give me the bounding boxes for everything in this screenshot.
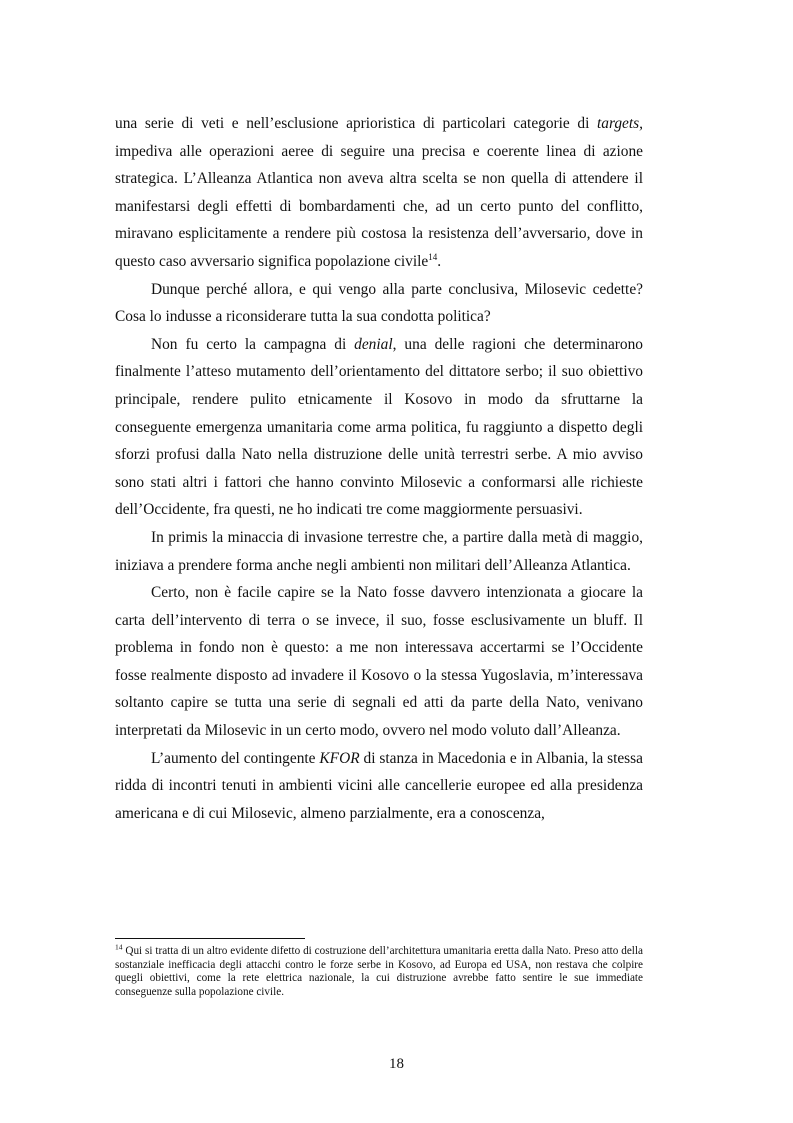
paragraph-6 [115,745,643,828]
paragraph-2: Dunque perché allora, e qui vengo alla parte conclusiva, Milosevic cedette? Cosa lo indusse a riconsiderare tutta la sua condotta politica? [115,280,643,326]
paragraph-1-italic-targets: targets, [596,115,643,132]
footnote-14 [115,942,643,999]
paragraph-5: Certo, non è facile capire se la Nato fosse davvero intenzionata a giocare la carta dell’intervento di terra o se invece, il suo, fosse esclusivamente un bluff. Il problema in fondo non è questo: a me non interessava accertarmi se l’Occidente fosse realmente disposto ad invadere il Kosovo o la stessa Yugoslavia, m’interessava soltanto capire se tutta una serie di segnali ed atti da parte della Nato, venivano interpretati da Milosevic in un certo modo, ovvero nel modo voluto dall’Alleanza. [115,584,643,740]
paragraph-1-text-d: . [437,252,442,270]
body-text [115,110,643,827]
paragraph-6-text-a: L’aumento del contingente [151,749,320,767]
paragraph-1-text-a: una serie di veti e nell’esclusione aprioristica di particolari categorie di [115,115,597,132]
paragraph-1-text-c: impediva alle operazioni aeree di seguire una precisa e coerente linea di azione strategica. L’Alleanza Atlantica non aveva altra scelta se non quella di attendere il manifestarsi degli effetti di bombardamenti che, ad un certo punto del conflitto, miravano esplicitamente a rendere più costosa la resistenza dell’avversario, dove in questo caso avversario significa popolazione civile [115,142,643,270]
footnote-number: 14 [115,942,123,952]
paragraph-6-text-c: di stanza in Macedonia e in Albania, la stessa ridda di incontri tenuti in ambienti vicini alle cancellerie europee ed alla presidenza americana e di cui Milosevic, almeno parzialmente, era a conoscenza, [115,749,643,822]
paragraph-4: In primis la minaccia di invasione terrestre che, a partire dalla metà di maggio, iniziava a prendere forma anche negli ambienti non militari dell’Alleanza Atlantica. [115,528,643,574]
paragraph-3-text-c: , una delle ragioni che determinarono finalmente l’atteso mutamento dell’orientamento del dittatore serbo; il suo obiettivo principale, rendere pulito etnicamente il Kosovo in modo da sfruttarne la conseguente emergenza umanitaria come arma politica, fu raggiunto a dispetto degli sforzi profusi dalla Nato nella distruzione delle unità terrestri serbe. A mio avviso sono stati altri i fattori che hanno convinto Milosevic a conformarsi alle richieste dell’Occidente, fra questi, ne ho indicati tre come maggiormente persuasivi. [115,335,643,519]
paragraph-3 [115,331,643,524]
footnote-separator [115,938,305,939]
paragraph-3-italic-denial: denial [354,335,393,353]
paragraph-1 [115,110,643,276]
page-number: 18 [389,1056,404,1072]
paragraph-6-italic-kfor: KFOR [319,749,360,767]
footnote-text: Qui si tratta di un altro evidente difetto di costruzione dell’architettura umanitaria eretta dalla Nato. Preso atto della sostanziale inefficacia degli attacchi contro le forze serbe in Kosovo, ad Europa ed USA, non restava che colpire quegli obiettivi, come la rete elettrica nazionale, la cui distruzione avrebbe fatto sentire le sue immediate conseguenze sulla popolazione civile. [115,945,643,998]
footnote-reference-14[interactable]: 14 [428,251,438,262]
paragraph-3-text-a: Non fu certo la campagna di [151,335,355,353]
